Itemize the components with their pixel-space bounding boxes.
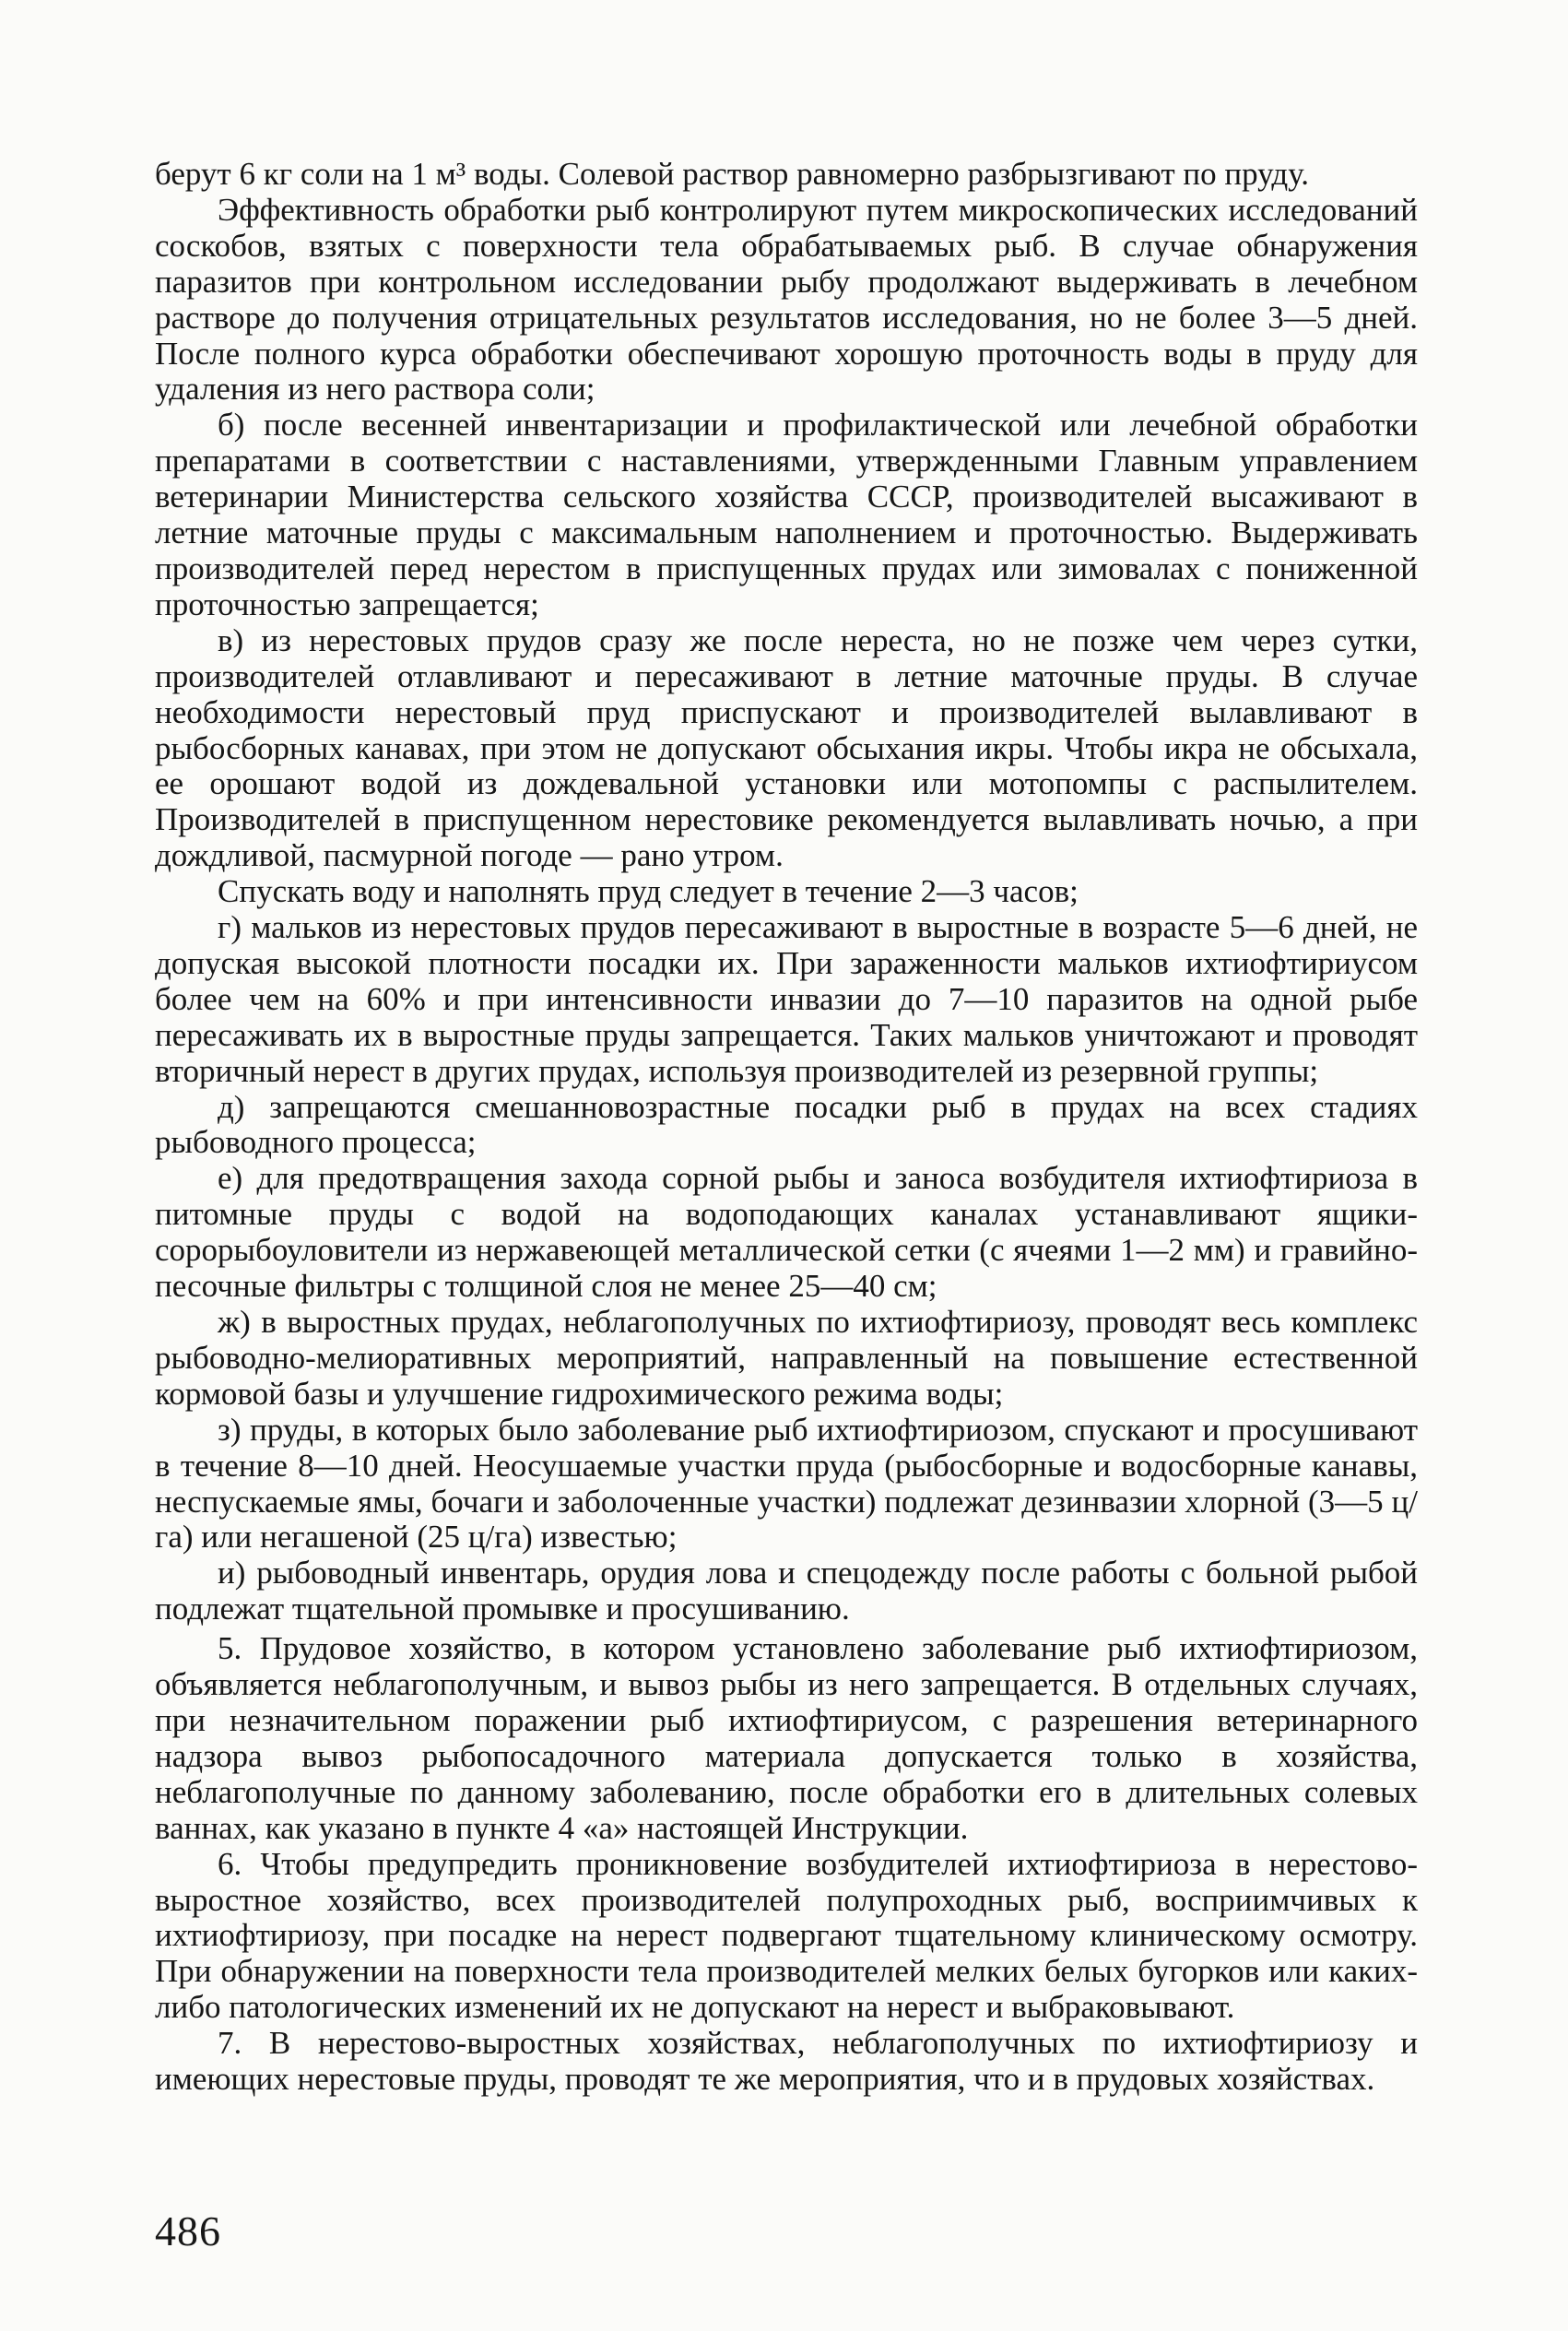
paragraph-item-v: в) из нерестовых прудов сразу же после нереста, но не позже чем через сутки, производителей отлавливают и пересаживают в летние маточные пруды. В случае необходимости нерестовый пруд приспускают и производителей вылавливают в рыбосборных канавах, при этом не допускают обсыхания икры. Чтобы икра не обсыхала, ее орошают водой из дождевальной установки или мотопомпы с распылителем. Производителей в приспущенном нерестовике рекомендуется вылавливать ночью, а при дождливой, пасмурной погоде — рано утром.: [155, 621, 1418, 874]
paragraph-section-5: 5. Прудовое хозяйство, в котором установлено заболевание рыб ихтиофтириозом, объявляется неблагополучным, и вывоз рыбы из него запрещается. В отдельных случаях, при незначительном поражении рыб ихтиофтириусом, с разрешения ветеринарного надзора вывоз рыбопосадочного материала допускается только в хозяйства, неблагополучные по данному заболеванию, после обработки его в длительных солевых ваннах, как указано в пункте 4 «а» настоящей Инструкции.: [155, 1630, 1418, 1846]
paragraph-item-g: г) мальков из нерестовых прудов пересаживают в выростные в возрасте 5—6 дней, не допуская высокой плотности посадки их. При зараженности мальков ихтиофтириусом более чем на 60% и при интенсивности инвазии до 7—10 паразитов на одной рыбе пересаживать их в выростные пруды запрещается. Таких мальков уничтожают и проводят вторичный нерест в других прудах, используя производителей из резервной группы;: [155, 909, 1418, 1089]
page-number: 486: [155, 2207, 221, 2254]
body-text: [155, 157, 1418, 2098]
paragraph-drain-fill: Спускать воду и наполнять пруд следует в течение 2—3 часов;: [218, 873, 1079, 910]
paragraph-continuation: берут 6 кг соли на 1 м³ воды. Солевой раствор равномерно разбрызгивают по пруду.: [155, 156, 1309, 192]
paragraph-item-b: б) после весенней инвентаризации и профилактической или лечебной обработки препаратами в соответствии с наставлениями, утвержденными Главным управлением ветеринарии Министерства сельского хозяйства СССР, производителей высаживают в летние маточные пруды с максимальным наполнением и проточностью. Выдерживать производителей перед нерестом в приспущенных прудах или зимовалах с пониженной проточностью запрещается;: [155, 407, 1418, 622]
paragraph-section-7: 7. В нерестово-выростных хозяйствах, неблагополучных по ихтиофтириозу и имеющих нерестовые пруды, проводят те же мероприятия, что и в прудовых хозяйствах.: [155, 2025, 1418, 2098]
paragraph-efficiency-control: Эффективность обработки рыб контролируют путем микроскопических исследований соскобов, взятых с поверхности тела обрабатываемых рыб. В случае обнаружения паразитов при контрольном исследовании рыбу продолжают выдерживать в лечебном растворе до получения отрицательных результатов исследования, но не более 3—5 дней. После полного курса обработки обеспечивают хорошую проточность воды в пруду для удаления из него раствора соли;: [155, 191, 1418, 408]
paragraph-item-e: е) для предотвращения захода сорной рыбы и заноса возбудителя ихтиофтириоза в питомные пруды с водой на водоподающих каналах устанавливают ящики-сорорыбоуловители из нержавеющей металлической сетки (с ячеями 1—2 мм) и гравийно-песочные фильтры с толщиной слоя не менее 25—40 см;: [155, 1160, 1418, 1305]
paragraph-item-z: з) пруды, в которых было заболевание рыб ихтиофтириозом, спускают и просушивают в течение 8—10 дней. Неосушаемые участки пруда (рыбосборные и водосборные канавы, неспускаемые ямы, бочаги и заболоченные участки) подлежат дезинвазии хлорной (3—5 ц/га) или негашеной (25 ц/га) известью;: [155, 1411, 1418, 1556]
paragraph-item-zh: ж) в выростных прудах, неблагополучных по ихтиофтириозу, проводят весь комплекс рыбоводно-мелиоративных мероприятий, направленный на повышение естественной кормовой базы и улучшение гидрохимического режима воды;: [155, 1304, 1418, 1412]
paragraph-section-6: 6. Чтобы предупредить проникновение возбудителей ихтиофтириоза в нерестово-выростное хозяйство, всех производителей полупроходных рыб, восприимчивых к ихтиофтириозу, при посадке на нерест подвергают тщательному клиническому осмотру. При обнаружении на поверхности тела производителей мелких белых бугорков или каких-либо патологических изменений их не допускают на нерест и выбраковывают.: [155, 1845, 1418, 2026]
paragraph-item-d: д) запрещаются смешанновозрастные посадки рыб в прудах на всех стадиях рыбоводного процесса;: [155, 1088, 1418, 1161]
paragraph-item-i: и) рыбоводный инвентарь, орудия лова и спецодежду после работы с больной рыбой подлежат тщательной промывке и просушиванию.: [155, 1555, 1418, 1627]
